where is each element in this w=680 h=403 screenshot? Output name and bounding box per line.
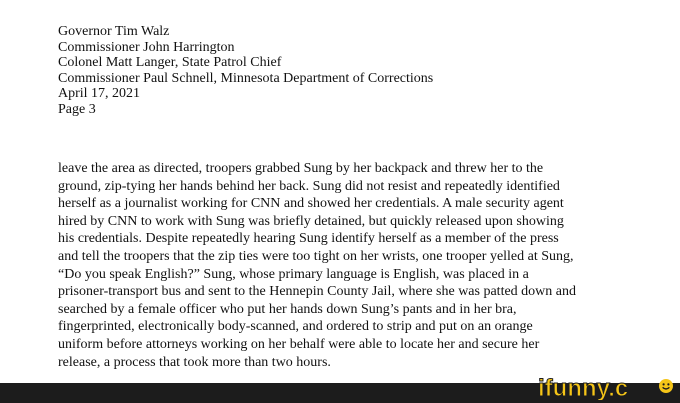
- recipient-line-governor: Governor Tim Walz: [58, 24, 170, 39]
- ifunny-logo-icon: [538, 376, 674, 400]
- body-line: and tell the troopers that the zip ties were too tight on her wrists, one trooper yelled at Sung,: [58, 248, 574, 264]
- recipient-line-commissioner-harrington: Commissioner John Harrington: [58, 39, 235, 55]
- body-line: uniform before attorneys working on her behalf were able to locate her and secure her: [58, 336, 540, 352]
- body-line: “Do you speak English?” Sung, whose primary language is English, was placed in a: [58, 266, 529, 282]
- body-line: leave the area as directed, troopers grabbed Sung by her backpack and threw her to the: [58, 161, 544, 176]
- body-line: prisoner-transport bus and sent to the Hennepin County Jail, where she was patted down and: [58, 284, 576, 300]
- letter-header: [58, 24, 658, 118]
- letter-date: April 17, 2021: [58, 86, 141, 102]
- ifunny-logo-text: ifunny.c: [538, 376, 629, 400]
- smiley-icon: [659, 379, 673, 393]
- recipient-line-colonel: Colonel Matt Langer, State Patrol Chief: [58, 55, 282, 71]
- body-line: ground, zip-tying her hands behind her back. Sung did not resist and repeatedly identified: [58, 178, 560, 194]
- letter-body-paragraph: [58, 160, 658, 371]
- body-line: release, a process that took more than two hours.: [58, 354, 331, 370]
- body-line: hired by CNN to work with Sung was briefly detained, but quickly released upon showing: [58, 213, 564, 229]
- body-line: searched by a female officer who put her hands down Sung’s pants and in her bra,: [58, 301, 517, 317]
- body-line: his credentials. Despite repeatedly hearing Sung identify herself as a member of the press: [58, 231, 559, 247]
- ifunny-watermark-logo: [538, 376, 674, 400]
- body-line: fingerprinted, electronically body-scanned, and ordered to strip and put on an orange: [58, 319, 533, 335]
- page-number: Page 3: [58, 101, 96, 117]
- recipient-line-commissioner-schnell: Commissioner Paul Schnell, Minnesota Department of Corrections: [58, 70, 434, 86]
- body-line: herself as a journalist working for CNN and showed her credentials. A male security agent: [58, 196, 564, 212]
